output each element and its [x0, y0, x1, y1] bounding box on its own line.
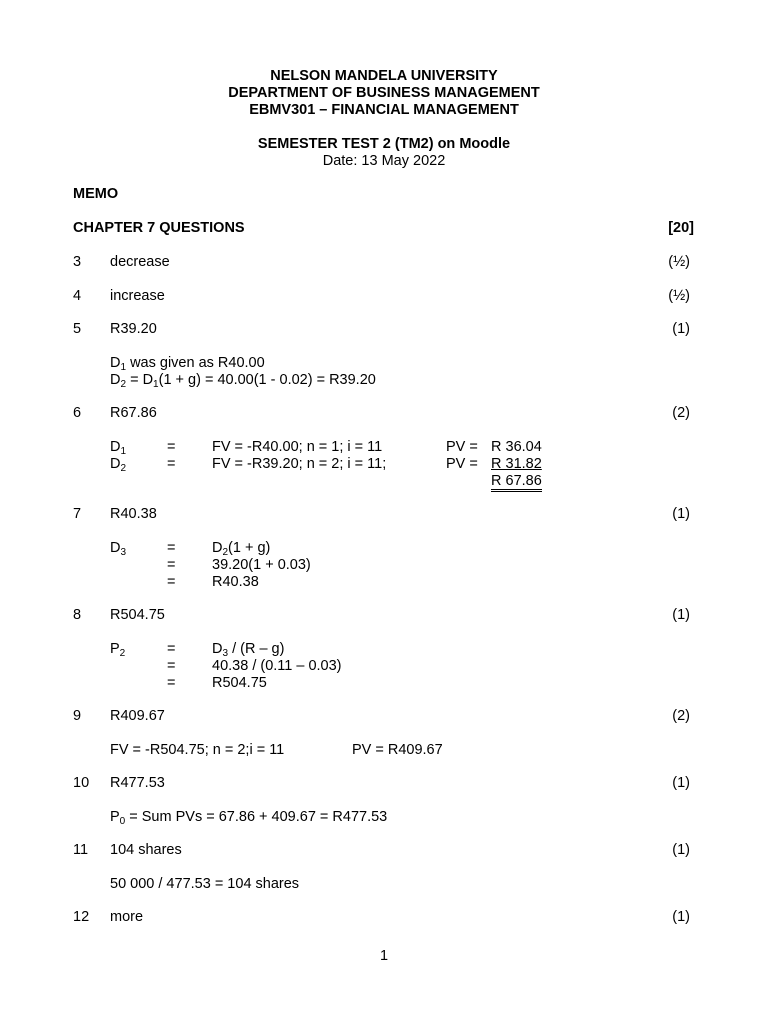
- question-number: 7: [73, 506, 82, 522]
- question-10: [0, 775, 768, 792]
- q6-row-d2: $D_2$ = FV = -R39.20; n = 2; i = 11; PV = R 31.82: [110, 456, 542, 474]
- answer: R504.75: [110, 607, 165, 623]
- question-11: [0, 842, 768, 859]
- q8-working-line-3: = R504.75: [167, 675, 267, 691]
- q7-working-line-1: $D_3$ = $D_2(1 + g)$: [110, 540, 271, 558]
- answer: R67.86: [110, 405, 157, 421]
- question-number: 8: [73, 607, 82, 623]
- answer: increase: [110, 288, 165, 304]
- question-number: 11: [73, 842, 89, 858]
- marks: (1): [672, 321, 690, 337]
- question-4: [0, 288, 768, 305]
- q6-total: R 67.86: [491, 473, 542, 492]
- test-date: Date: 13 May 2022: [322, 153, 446, 169]
- marks: (2): [672, 405, 690, 421]
- q6-row-d1: $D_1$ = FV = -R40.00; n = 1; i = 11 PV = R 36.04: [110, 439, 542, 457]
- question-number: 12: [73, 909, 90, 925]
- test-title: SEMESTER TEST 2 (TM2) on Moodle: [257, 136, 511, 152]
- q11-working: 50 000 / 477.53 = 104 shares: [110, 876, 300, 892]
- q10-working: $P_0$ = Sum PVs = 67.86 + 409.67 = R477.53: [110, 809, 388, 827]
- department-name: DEPARTMENT OF BUSINESS MANAGEMENT: [228, 85, 540, 101]
- answer: R409.67: [110, 708, 165, 724]
- marks: (½): [668, 254, 690, 270]
- marks: (½): [668, 288, 690, 304]
- question-9: [0, 708, 768, 725]
- question-5: [0, 321, 768, 338]
- answer: R39.20: [110, 321, 157, 337]
- question-number: 5: [73, 321, 82, 337]
- question-12: [0, 909, 768, 926]
- marks: (1): [672, 909, 690, 925]
- q7-working-line-2: = 39.20(1 + 0.03): [167, 557, 311, 573]
- answer: R40.38: [110, 506, 157, 522]
- marks: (1): [672, 506, 690, 522]
- marks: (1): [672, 775, 690, 791]
- answer: more: [110, 909, 144, 925]
- question-6: [0, 405, 768, 422]
- question-7: [0, 506, 768, 523]
- marks: (1): [672, 842, 690, 858]
- answer: decrease: [110, 254, 170, 270]
- question-number: 10: [73, 775, 90, 791]
- marks: (2): [672, 708, 690, 724]
- marks: (1): [672, 607, 690, 623]
- question-number: 9: [73, 708, 82, 724]
- memo-label: MEMO: [73, 186, 119, 202]
- question-number: 3: [73, 254, 82, 270]
- question-8: [0, 607, 768, 624]
- question-3: [0, 254, 768, 271]
- q5-working-line-1: $D_1$ was given as R40.00: [110, 355, 265, 373]
- answer: R477.53: [110, 775, 165, 791]
- chapter-marks: [20]: [668, 220, 694, 236]
- q8-working-line-1: $P_2$ = $D_3 / (R - g)$: [110, 641, 285, 659]
- answer: 104 shares: [110, 842, 182, 858]
- course-title: EBMV301 – FINANCIAL MANAGEMENT: [249, 102, 519, 118]
- question-number: 6: [73, 405, 82, 421]
- question-number: 4: [73, 288, 82, 304]
- q7-working-line-3: = R40.38: [167, 574, 259, 590]
- q9-working: FV = -R504.75; n = 2;i = 11 PV = R409.67: [110, 742, 443, 758]
- chapter-title: CHAPTER 7 QUESTIONS: [73, 220, 245, 236]
- university-name: NELSON MANDELA UNIVERSITY: [270, 68, 498, 84]
- page-number: 1: [379, 948, 389, 964]
- q5-working-line-2: $D_2 = D_1(1 + g) = 40.00(1 - 0.02) = R39.20$: [110, 372, 376, 390]
- q8-working-line-2: = 40.38 / (0.11 – 0.03): [167, 658, 342, 674]
